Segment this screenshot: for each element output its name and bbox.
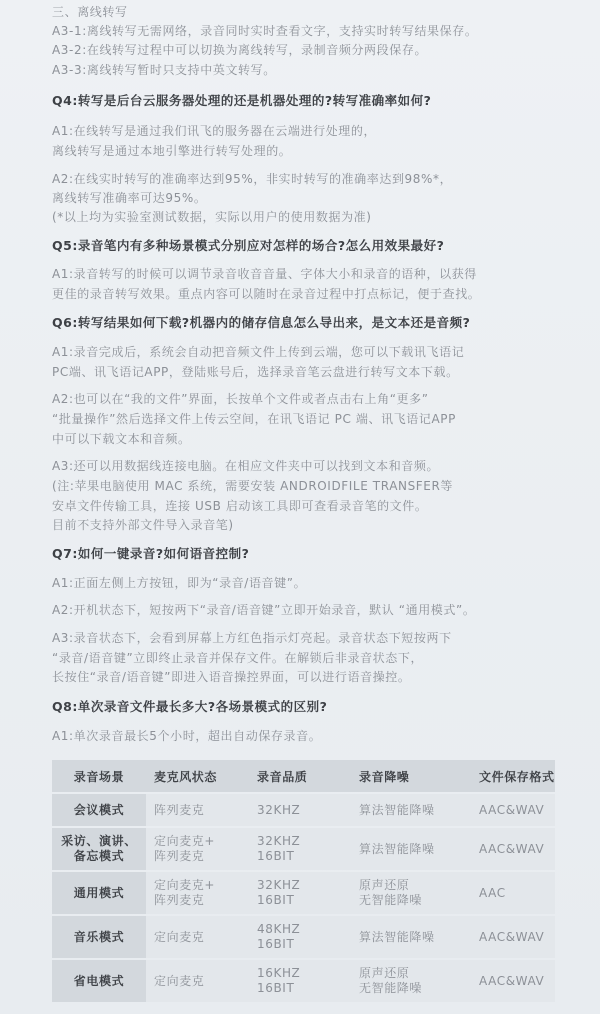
- answer-a3-3: A3-3:离线转写暂时只支持中英文转写。: [52, 63, 276, 77]
- cell-mic-line: 阵列麦克: [154, 849, 205, 863]
- table-body: [52, 794, 555, 1002]
- q7-answer-3-line-1: A3:录音状态下，会看到屏幕上方红色指示灯亮起。录音状态下短按两下: [52, 631, 452, 645]
- cell-format: AAC&WAV: [471, 916, 555, 958]
- cell-noise-line: 无智能降噪: [359, 981, 423, 995]
- cell-quality: [249, 828, 351, 870]
- q5-answer-line-1: A1:录音转写的时候可以调节录音收音音量、字体大小和录音的语种，以获得: [52, 267, 477, 281]
- cell-scene-line: 音乐模式: [73, 929, 125, 944]
- cell-scene: [52, 794, 146, 826]
- cell-noise-line: 无智能降噪: [359, 893, 423, 907]
- q4-answer-2-line-1: A2:在线实时转写的准确率达到95%，非实时转写的准确率达到98%*，: [52, 172, 453, 186]
- q5-answer-line-2: 更佳的录音转写效果。重点内容可以随时在录音过程中打点标记，便于查找。: [52, 287, 481, 301]
- table-row: [52, 960, 555, 1002]
- cell-format: AAC&WAV: [471, 828, 555, 870]
- cell-scene-line: 会议模式: [73, 802, 125, 817]
- q4-answer-1-line-1: A1:在线转写是通过我们讯飞的服务器在云端进行处理的，: [52, 124, 377, 138]
- cell-mic: [146, 828, 249, 870]
- q6-answer-1-line-1: A1:录音完成后，系统会自动把音频文件上传到云端，您可以下载讯飞语记: [52, 345, 465, 359]
- cell-quality-line: 16KHZ: [257, 966, 301, 980]
- cell-quality-line: 32KHZ: [257, 878, 301, 892]
- cell-quality-line: 16BIT: [257, 937, 295, 951]
- cell-quality-line: 32KHZ: [257, 802, 301, 817]
- cell-quality: [249, 794, 351, 826]
- q7-answer-3-line-2: “录音/语音键”立即终止录音并保存文件。在解锁后非录音状态下，: [52, 651, 424, 665]
- cell-scene: [52, 872, 146, 914]
- cell-noise-line: 算法智能降噪: [359, 929, 435, 944]
- question-q7: Q7:如何一键录音?如何语音控制?: [52, 546, 250, 561]
- table-header-row: [52, 760, 555, 792]
- mode-comparison-table: [52, 758, 555, 1004]
- question-q4: Q4:转写是后台云服务器处理的还是机器处理的?转写准确率如何?: [52, 93, 432, 108]
- q6-answer-2-line-3: 中可以下载文本和音频。: [52, 432, 191, 446]
- cell-mic-line: 定向麦克: [154, 929, 205, 944]
- q4-note: (*以上均为实验室测试数据，实际以用户的使用数据为准): [52, 210, 372, 224]
- header-mic: 麦克风状态: [146, 760, 249, 792]
- cell-format: AAC&WAV: [471, 960, 555, 1002]
- cell-noise: [351, 828, 471, 870]
- q6-answer-1-line-2: PC端、讯飞语记APP，登陆账号后，选择录音笔云盘进行转写文本下载。: [52, 365, 459, 379]
- cell-noise-line: 原声还原: [359, 878, 410, 892]
- q7-answer-3-line-3: 长按住“录音/语音键”即进入语音操控界面，可以进行语音操控。: [52, 670, 411, 684]
- q4-answer-1-line-2: 离线转写是通过本地引擎进行转写处理的。: [52, 144, 292, 158]
- cell-scene-line: 省电模式: [73, 973, 125, 988]
- cell-format: AAC&WAV: [471, 794, 555, 826]
- q6-answer-2-line-1: A2:也可以在“我的文件”界面，长按单个文件或者点击右上角“更多”: [52, 392, 429, 406]
- q6-answer-3-line-2: (注:苹果电脑使用 MAC 系统，需要安装 ANDROIDFILE TRANSFER等: [52, 479, 454, 493]
- table-row: [52, 794, 555, 826]
- cell-scene-line: 通用模式: [73, 885, 125, 900]
- cell-quality-line: 48KHZ: [257, 922, 301, 936]
- question-q6: Q6:转写结果如何下载?机器内的储存信息怎么导出来，是文本还是音频?: [52, 315, 471, 330]
- cell-mic: [146, 916, 249, 958]
- cell-noise: [351, 794, 471, 826]
- q6-answer-3-line-4: 目前不支持外部文件导入录音笔): [52, 518, 234, 532]
- cell-quality: [249, 872, 351, 914]
- header-noise: 录音降噪: [351, 760, 471, 792]
- cell-quality: [249, 916, 351, 958]
- cell-noise: [351, 916, 471, 958]
- cell-mic: [146, 872, 249, 914]
- q6-answer-3-line-3: 安卓文件传输工具，连接 USB 启动该工具即可查看录音笔的文件。: [52, 499, 428, 513]
- question-q5: Q5:录音笔内有多种场景模式分别应对怎样的场合?怎么用效果最好?: [52, 238, 445, 253]
- cell-noise-line: 算法智能降噪: [359, 841, 435, 856]
- q4-answer-2-line-2: 离线转写准确率可达95%。: [52, 191, 207, 205]
- table-row: [52, 916, 555, 958]
- cell-mic-line: 定向麦克+: [154, 834, 216, 848]
- q8-answer-1: A1:单次录音最长5个小时，超出自动保存录音。: [52, 729, 322, 743]
- table-row: [52, 872, 555, 914]
- cell-noise: [351, 872, 471, 914]
- cell-quality-line: 32KHZ: [257, 834, 301, 848]
- cell-quality-line: 16BIT: [257, 893, 295, 907]
- cell-scene-line: 采访、演讲、: [61, 834, 137, 848]
- cell-quality-line: 16BIT: [257, 981, 295, 995]
- q7-answer-1: A1:正面左侧上方按钮，即为“录音/语音键”。: [52, 576, 307, 590]
- cell-scene: [52, 828, 146, 870]
- answer-a3-2: A3-2:在线转写过程中可以切换为离线转写，录制音频分两段保存。: [52, 43, 428, 57]
- header-scene: 录音场景: [52, 760, 146, 792]
- q6-answer-3-line-1: A3:还可以用数据线连接电脑。在相应文件夹中可以找到文本和音频。: [52, 459, 440, 473]
- cell-scene-line: 备忘模式: [73, 849, 125, 863]
- q6-answer-2-line-2: “批量操作”然后选择文件上传云空间，在讯飞语记 PC 端、讯飞语记APP: [52, 412, 456, 426]
- cell-mic-line: 定向麦克: [154, 973, 205, 988]
- cell-noise: [351, 960, 471, 1002]
- header-quality: 录音品质: [249, 760, 351, 792]
- question-q8: Q8:单次录音文件最长多大?各场景模式的区别?: [52, 699, 328, 714]
- cell-format: AAC: [471, 872, 555, 914]
- cell-scene: [52, 916, 146, 958]
- cell-noise-line: 算法智能降噪: [359, 802, 435, 817]
- header-format: 文件保存格式: [471, 760, 555, 792]
- cell-quality: [249, 960, 351, 1002]
- q7-answer-2: A2:开机状态下，短按两下“录音/语音键”立即开始录音，默认 “通用模式”。: [52, 603, 476, 617]
- cell-mic: [146, 960, 249, 1002]
- cell-noise-line: 原声还原: [359, 966, 410, 980]
- cell-mic-line: 阵列麦克: [154, 802, 205, 817]
- section-heading-offline: 三、离线转写: [52, 5, 128, 19]
- cell-mic: [146, 794, 249, 826]
- answer-a3-1: A3-1:离线转写无需网络，录音同时实时查看文字，支持实时转写结果保存。: [52, 24, 478, 38]
- table-row: [52, 828, 555, 870]
- cell-scene: [52, 960, 146, 1002]
- cell-mic-line: 定向麦克+: [154, 878, 216, 892]
- cell-quality-line: 16BIT: [257, 849, 295, 863]
- cell-mic-line: 阵列麦克: [154, 893, 205, 907]
